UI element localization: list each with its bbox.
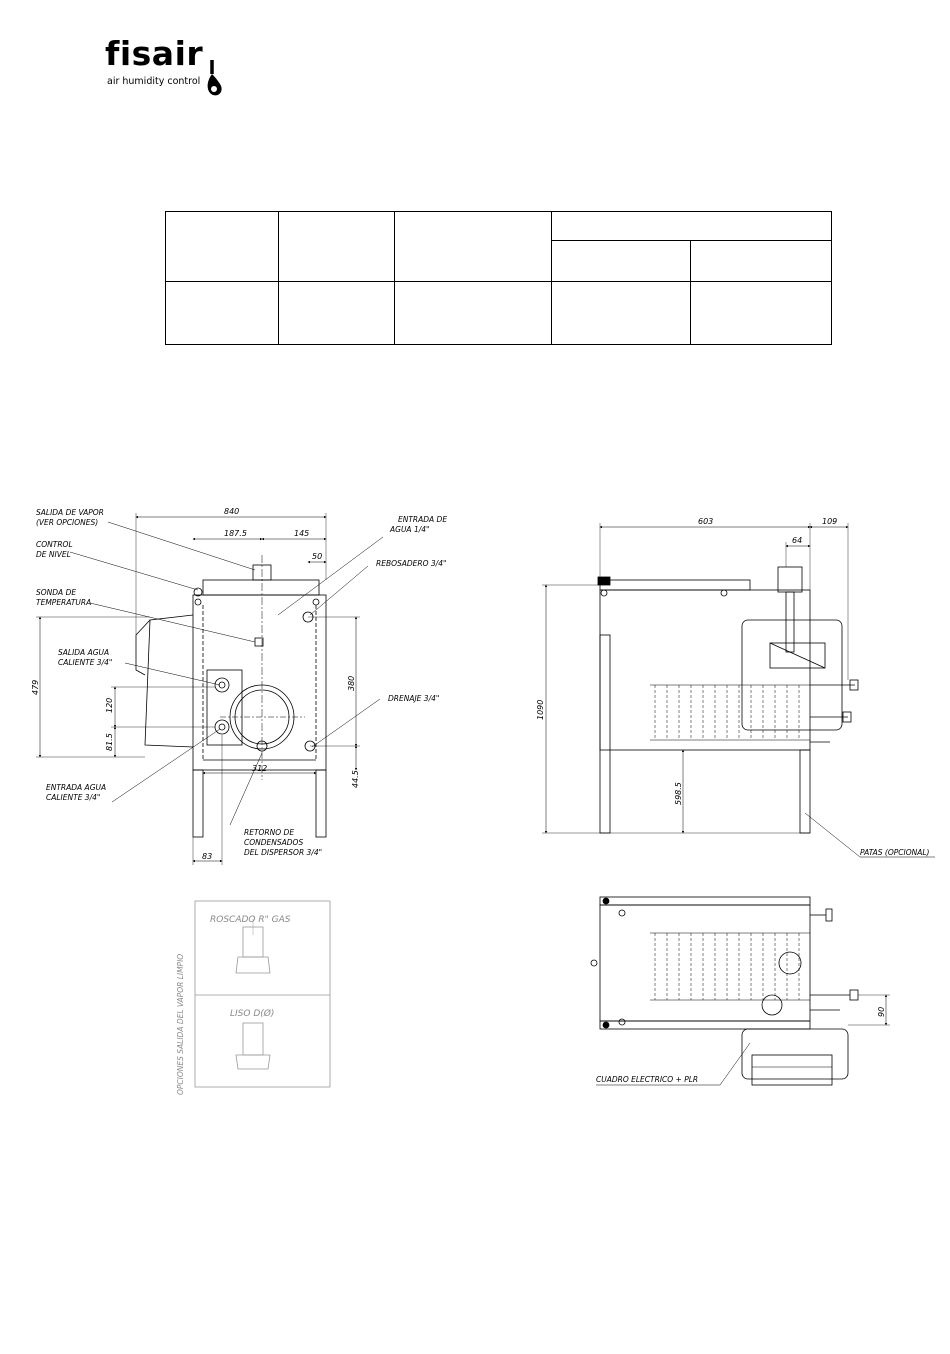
label-retorno-1: RETORNO DE: [244, 828, 295, 837]
dim-603: 603: [698, 517, 714, 526]
top-view-labels: [596, 1007, 886, 1084]
spec-cell-4: [552, 282, 691, 345]
top-view: [591, 897, 890, 1085]
label-sonda-1: SONDA DE: [36, 588, 77, 597]
options-box: [195, 901, 330, 1087]
dim-120: 120: [105, 697, 114, 713]
dim-81-5: 81.5: [105, 733, 114, 751]
water-drop-icon: [204, 60, 226, 98]
spec-cell-2: [279, 282, 395, 345]
spec-table: [165, 211, 832, 345]
spec-cell-3: [395, 282, 552, 345]
label-entrada-agua-1: ENTRADA DE: [398, 515, 448, 524]
coil-fins-top: [650, 933, 810, 1000]
label-retorno-2: CONDENSADOS: [244, 838, 304, 847]
spec-header-1: [166, 212, 279, 282]
label-salida-agua-2: CALIENTE 3/4": [58, 658, 113, 667]
label-salida-vapor-1: SALIDA DE VAPOR: [36, 508, 104, 517]
options-box-labels: [176, 915, 291, 1095]
label-drenaje: DRENAJE 3/4": [388, 694, 440, 703]
label-entrada-agua-caliente-2: CALIENTE 3/4": [46, 793, 101, 802]
brand-tagline: air humidity control: [107, 76, 201, 87]
dim-598-5: 598.5: [674, 782, 683, 805]
brand-name: fisair: [105, 34, 204, 73]
dim-83: 83: [202, 852, 213, 861]
dim-1090: 1090: [536, 699, 545, 720]
dim-64: 64: [792, 536, 803, 545]
dim-44-5: 44.5: [351, 770, 360, 788]
dim-90: 90: [877, 1006, 886, 1017]
fisair-logo: [105, 34, 235, 100]
spec-cell-1: [166, 282, 279, 345]
spec-header-group: [552, 212, 832, 241]
dim-109: 109: [822, 517, 838, 526]
dim-145: 145: [294, 529, 310, 538]
spec-cell-5: [691, 282, 832, 345]
label-salida-vapor-2: (VER OPCIONES): [36, 518, 99, 527]
dim-50: 50: [312, 552, 323, 561]
front-view-labels: [31, 507, 447, 861]
side-view: [542, 523, 935, 857]
dim-380: 380: [347, 675, 356, 691]
label-entrada-agua-2: AGUA 1/4": [390, 525, 430, 534]
label-sonda-2: TEMPERATURA: [36, 598, 92, 607]
front-view: [36, 513, 383, 865]
option-liso: LISO D(Ø): [230, 1009, 275, 1019]
technical-drawing: [0, 495, 950, 1115]
spec-header-3: [395, 212, 552, 282]
options-title: OPCIONES SALIDA DEL VAPOR LIMPIO: [176, 953, 185, 1095]
dim-312: 312: [252, 764, 268, 773]
spec-subheader-2: [691, 241, 832, 282]
label-salida-agua-1: SALIDA AGUA: [58, 648, 110, 657]
label-entrada-agua-caliente-1: ENTRADA AGUA: [46, 783, 107, 792]
label-retorno-3: DEL DISPERSOR 3/4": [244, 848, 323, 857]
label-patas: PATAS (OPCIONAL): [860, 848, 930, 857]
label-rebosadero: REBOSADERO 3/4": [376, 559, 447, 568]
coil-fins: [650, 685, 810, 740]
side-view-labels: [536, 517, 930, 857]
dim-187-5: 187.5: [224, 529, 247, 538]
label-control-nivel-1: CONTROL: [36, 540, 73, 549]
dim-479: 479: [31, 679, 40, 695]
spec-subheader-1: [552, 241, 691, 282]
label-control-nivel-2: DE NIVEL: [36, 550, 71, 559]
label-cuadro: CUADRO ELECTRICO + PLR: [596, 1075, 699, 1084]
spec-header-2: [279, 212, 395, 282]
option-roscado: ROSCADO R" GAS: [210, 915, 291, 925]
dim-840: 840: [224, 507, 240, 516]
